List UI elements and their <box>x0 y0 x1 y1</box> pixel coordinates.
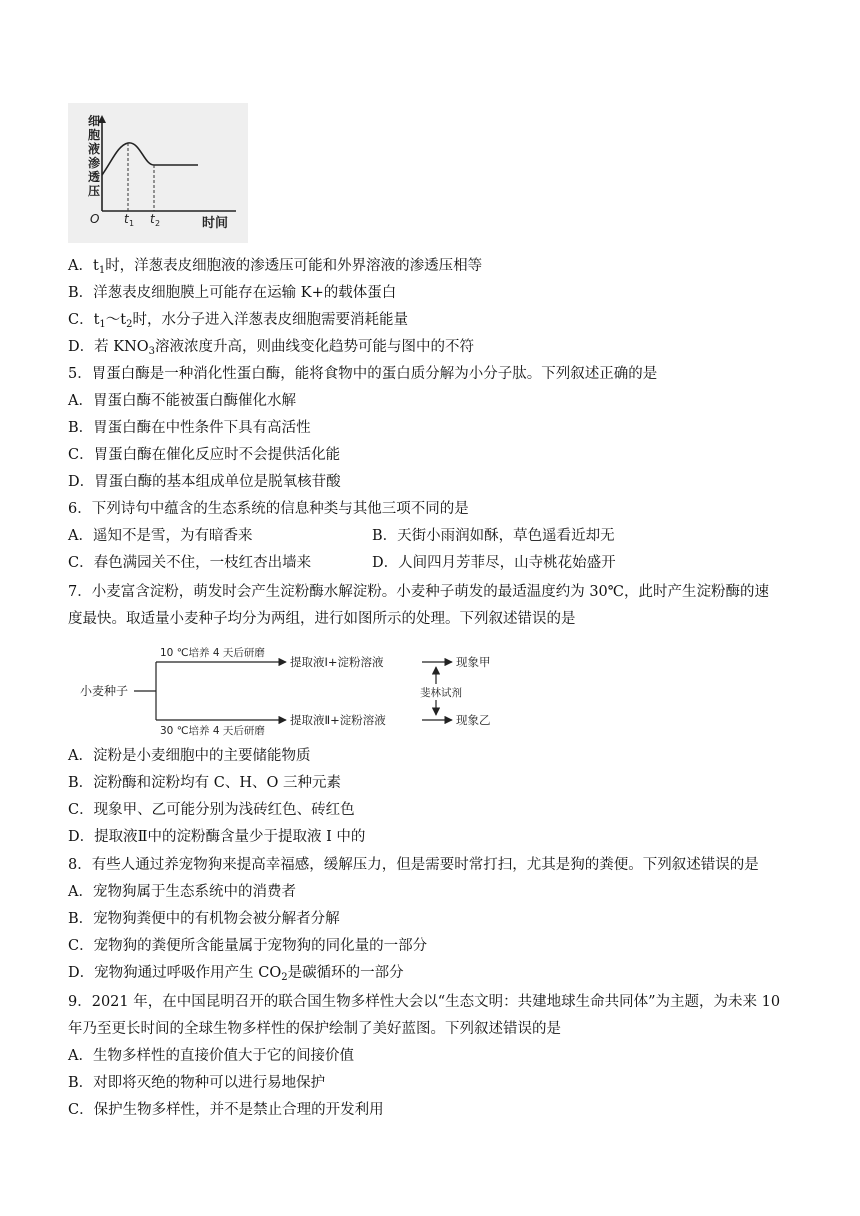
q4-option-a <box>68 256 482 281</box>
q9-option-b: B．对即将灭绝的物种可以进行易地保护 <box>68 1075 326 1091</box>
graph-curve <box>102 143 198 175</box>
flow-seed-label: 小麦种子 <box>80 684 129 698</box>
q5-stem: 5．胃蛋白酶是一种消化性蛋白酶，能将食物中的蛋白质分解为小分子肽。下列叙述正确的是 <box>68 366 658 382</box>
osmotic-pressure-graph <box>68 103 248 243</box>
q5-option-a: A．胃蛋白酶不能被蛋白酶催化水解 <box>68 393 296 409</box>
q6-option-d: D．人间四月芳菲尽，山寺桃花始盛开 <box>372 555 616 571</box>
graph-t2-sub: 2 <box>155 219 161 228</box>
q5-option-c: C．胃蛋白酶在催化反应时不会提供活化能 <box>68 447 341 463</box>
q6-stem: 6．下列诗句中蕴含的生态系统的信息种类与其他三项不同的是 <box>68 501 469 517</box>
q7-stem-line1: 7．小麦富含淀粉，萌发时会产生淀粉酶水解淀粉。小麦种子萌发的最适温度约为 30℃，此时产生淀粉酶的速 <box>68 584 770 600</box>
graph-ylabel-char: 细 <box>88 114 101 128</box>
q7-option-c: C．现象甲、乙可能分别为浅砖红色、砖红色 <box>68 802 355 818</box>
q8-option-c: C．宠物狗的粪便所含能量属于宠物狗的同化量的一部分 <box>68 938 428 954</box>
q5-option-d: D．胃蛋白酶的基本组成单位是脱氧核苷酸 <box>68 474 341 490</box>
q7-option-b: B．淀粉酶和淀粉均有 C、H、O 三种元素 <box>68 775 341 791</box>
q7-option-d: D．提取液Ⅱ中的淀粉酶含量少于提取液 I 中的 <box>68 829 366 845</box>
flow-top-arrow-label: 10 ℃培养 4 天后研磨 <box>160 647 265 659</box>
q7-option-a: A．淀粉是小麦细胞中的主要储能物质 <box>68 748 311 764</box>
q5-option-b: B．胃蛋白酶在中性条件下具有高活性 <box>68 420 311 436</box>
graph-ylabel-char: 胞 <box>88 128 101 142</box>
q7-stem-line2: 度最快。取适量小麦种子均分为两组，进行如图所示的处理。下列叙述错误的是 <box>68 611 576 627</box>
q8-option-b: B．宠物狗粪便中的有机物会被分解者分解 <box>68 911 340 927</box>
q4-c-sub2: 2 <box>126 319 133 330</box>
flow-result2: 现象乙 <box>456 713 491 727</box>
q4-c-mid: ～t <box>105 312 127 328</box>
q8-d-text: D．宠物狗通过呼吸作用产生 CO <box>68 965 282 981</box>
flow-extract2: 提取液Ⅱ+淀粉溶液 <box>290 713 386 727</box>
flow-extract1: 提取液Ⅰ+淀粉溶液 <box>290 655 384 669</box>
graph-ylabel-char: 渗 <box>88 156 101 170</box>
q8-d-text-2: 是碳循环的一部分 <box>287 965 404 981</box>
flow-reagent-label: 斐林试剂 <box>420 687 462 699</box>
q8-d-sub: 2 <box>281 972 288 983</box>
q4-option-d <box>68 337 474 362</box>
q4-option-b: B．洋葱表皮细胞膜上可能存在运输 K+的载体蛋白 <box>68 285 397 301</box>
flow-result1: 现象甲 <box>456 655 491 669</box>
q4-option-c <box>68 310 408 335</box>
q4-a-text: A．t <box>68 258 99 274</box>
q6-option-b: B．天街小雨润如酥，草色遥看近却无 <box>372 528 615 544</box>
flow-bottom-arrow-label: 30 ℃培养 4 天后研磨 <box>160 725 265 737</box>
q4-d-text: D．若 KNO <box>68 339 149 355</box>
graph-t1-sub: 1 <box>129 219 135 228</box>
flow-svg <box>68 642 508 742</box>
graph-x-label: 时间 <box>202 216 229 231</box>
graph-origin-label: O <box>90 212 100 226</box>
q4-d-sub: 3 <box>148 346 156 357</box>
q9-option-c: C．保护生物多样性，并不是禁止合理的开发利用 <box>68 1102 384 1118</box>
q4-d-text-2: 溶液浓度升高，则曲线变化趋势可能与图中的不符 <box>155 339 475 355</box>
q8-option-a: A．宠物狗属于生态系统中的消费者 <box>68 884 296 900</box>
graph-t1-label: t <box>124 212 129 226</box>
q9-stem-line1: 9．2021 年，在中国昆明召开的联合国生物多样性大会以“生态文明：共建地球生命共同体”为主题，为未来 10 <box>68 994 781 1010</box>
graph-ylabel-char: 透 <box>88 170 101 184</box>
graph-ylabel-char: 液 <box>88 142 101 156</box>
q4-c-text-2: 时，水分子进入洋葱表皮细胞需要消耗能量 <box>132 312 408 328</box>
q4-a-sub: 1 <box>98 265 106 276</box>
q4-c-text: C．t <box>68 312 100 328</box>
graph-ylabel-char: 压 <box>88 184 101 198</box>
q9-option-a: A．生物多样性的直接价值大于它的间接价值 <box>68 1048 354 1064</box>
experiment-flow-diagram <box>68 642 508 742</box>
graph-svg <box>68 103 248 243</box>
q8-stem: 8．有些人通过养宠物狗来提高幸福感，缓解压力，但是需要时常打扫，尤其是狗的粪便。下列叙述错误的是 <box>68 857 759 873</box>
q9-stem-line2: 年乃至更长时间的全球生物多样性的保护绘制了美好蓝图。下列叙述错误的是 <box>68 1021 561 1037</box>
graph-t2-label: t <box>150 212 155 226</box>
q4-a-text-2: 时，洋葱表皮细胞液的渗透压可能和外界溶液的渗透压相等 <box>105 258 483 274</box>
q6-option-c: C．春色满园关不住，一枝红杏出墙来 <box>68 555 312 571</box>
q8-option-d <box>68 963 404 988</box>
q4-c-sub1: 1 <box>99 319 106 330</box>
q6-option-a: A．遥知不是雪，为有暗香来 <box>68 528 253 544</box>
